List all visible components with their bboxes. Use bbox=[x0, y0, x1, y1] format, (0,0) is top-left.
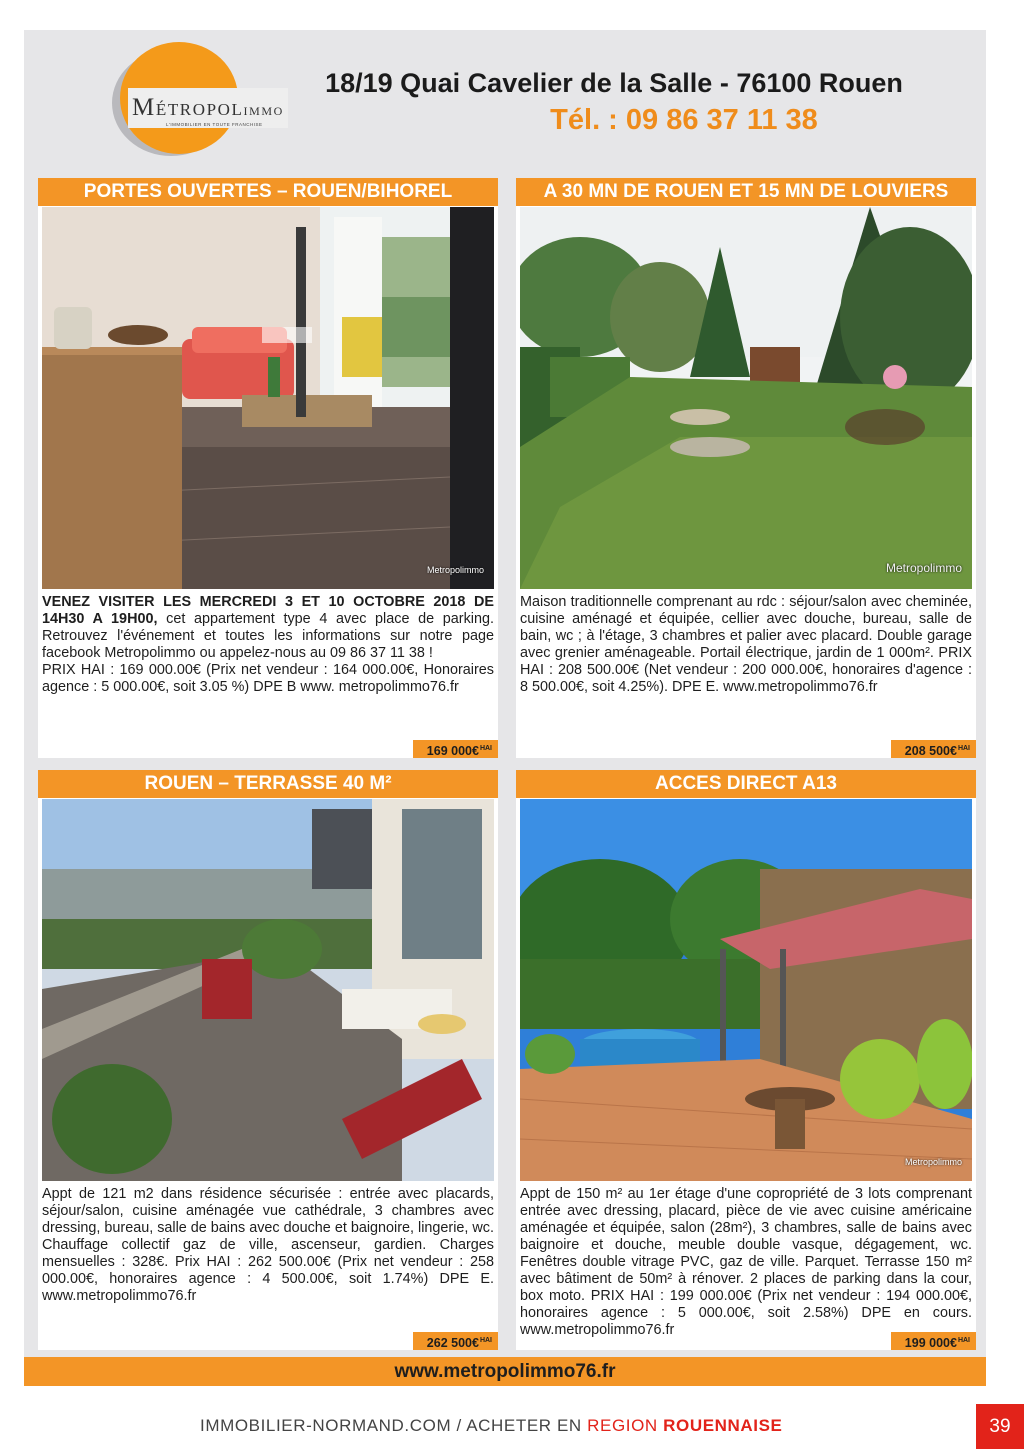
metropolimmo-logo[interactable] bbox=[112, 42, 284, 157]
logo-tagline: L'IMMOBILIER EN TOUTE FRANCHISE bbox=[166, 122, 263, 127]
terrace-photo-illustration bbox=[42, 799, 494, 1181]
listing-title: ROUEN – TERRASSE 40 M² bbox=[38, 770, 498, 798]
listing-description bbox=[42, 594, 494, 696]
listing-title: PORTES OUVERTES – ROUEN/BIHOREL bbox=[38, 178, 498, 206]
agency-phone[interactable]: Tél. : 09 86 37 11 38 bbox=[550, 104, 818, 136]
price-badge: 208 500€$^{HAI}$ bbox=[891, 740, 976, 758]
footer-site[interactable]: IMMOBILIER-NORMAND.COM / bbox=[200, 1416, 467, 1435]
price-badge: 199 000€$^{HAI}$ bbox=[891, 1332, 976, 1350]
logo-wordmark: MÉTROPOLIMMO bbox=[132, 94, 284, 121]
footer-region: REGION ROUENNAISE bbox=[587, 1416, 783, 1435]
photo-watermark: Metropolimmo bbox=[426, 565, 484, 575]
price-badge: 169 000€$^{HAI}$ bbox=[413, 740, 498, 758]
listing-card-rouen-bihorel[interactable] bbox=[38, 178, 498, 758]
description-body: cet appartement type 4 avec place de parking. Retrouvez l'événement et toutes les informations sur notre page facebook Metropolimmo ou appelez-nous au 09 86 37 11 38 ! bbox=[42, 611, 494, 661]
page-number: 39 bbox=[976, 1404, 1024, 1449]
listing-title: ACCES DIRECT A13 bbox=[516, 770, 976, 798]
photo-watermark: Metropolimmo bbox=[885, 561, 962, 575]
listing-title: A 30 MN DE ROUEN ET 15 MN DE LOUVIERS bbox=[516, 178, 976, 206]
description-highlight: VENEZ VISITER LES MERCREDI 3 ET 10 OCTOBRE 2018 DE 14H30 A 19H00, bbox=[42, 594, 494, 627]
listing-photo-living-room[interactable] bbox=[42, 207, 494, 589]
listing-photo-garden[interactable] bbox=[520, 207, 972, 589]
pergola-photo-illustration bbox=[520, 799, 972, 1181]
photo-watermark: Metropolimmo bbox=[904, 1157, 962, 1167]
website-banner[interactable]: www.metropolimmo76.fr bbox=[24, 1357, 986, 1386]
listing-photo-pergola-terrace[interactable] bbox=[520, 799, 972, 1181]
listing-description: Appt de 150 m² au 1er étage d'une copropriété de 3 lots comprenant entrée avec dressing, placard, pièce de vie avec cuisine américaine aménagée et équipée, salon (28m²), 3 chambres, salle de bains avec baignoire et douche, meuble double vasque, dégagement, wc. Fenêtres double vitrage PVC, gaz de ville. Parquet. Terrasse 150 m² avec bâtiment de 50m² à rénover. 2 places de parking dans la cour, box moto. PRIX HAI : 199 000.00€ (Prix net vendeur : 194 000.00€, honoraires agence : 5 000.00€, soit 2.58%) DPE en cours. www.metropolimmo76.fr bbox=[520, 1186, 972, 1338]
price-badge: 262 500€$^{HAI}$ bbox=[413, 1332, 498, 1350]
listing-description: Appt de 121 m2 dans résidence sécurisée : entrée avec placards, séjour/salon, cuisine aménagée vue cathédrale, 3 chambres avec dressing, bureau, salle de bains avec douche et baignoire, lingerie, wc. Chauffage collectif gaz de ville, ascenseur, gardien. Charges mensuelles : 328€. Prix HAI : 262 500.00€ (Prix net vendeur : 258 000.00€, honoraires agence : 4 500.00€, soit 1.74%) DPE E. www.metropolimmo76.fr bbox=[42, 1186, 494, 1304]
page-footer bbox=[200, 1416, 783, 1436]
listing-description: Maison traditionnelle comprenant au rdc : séjour/salon avec cheminée, cuisine aménagé et équipée, cellier avec douche, bureau, salle de bain, wc ; à l'étage, 3 chambres et palier avec placard. Double garage avec grenier aménageable. Portail électrique, jardin de 1 000m². PRIX HAI : 208 500.00€ (Net vendeur : 200 000.00€, honoraires d'agence : 8 500.00€, soit 4.25%). DPE E. www.metropolimmo76.fr bbox=[520, 594, 972, 695]
description-price-details: PRIX HAI : 169 000.00€ (Prix net vendeur : 164 000.00€, Honoraires agence : 5 000.00€, soit 3.05 %) DPE B www. metropolimmo76.fr bbox=[42, 662, 494, 695]
agency-address: 18/19 Quai Cavelier de la Salle - 76100 Rouen bbox=[325, 68, 903, 98]
listing-card-rouen-terrasse[interactable] bbox=[38, 770, 498, 1350]
living-room-photo-illustration bbox=[42, 207, 494, 589]
page-sheet bbox=[24, 30, 986, 1386]
footer-section: ACHETER EN bbox=[466, 1416, 588, 1435]
garden-photo-illustration bbox=[520, 207, 972, 589]
listing-card-acces-a13[interactable] bbox=[516, 770, 976, 1350]
listing-photo-terrace[interactable] bbox=[42, 799, 494, 1181]
listing-card-maison-louviers[interactable] bbox=[516, 178, 976, 758]
